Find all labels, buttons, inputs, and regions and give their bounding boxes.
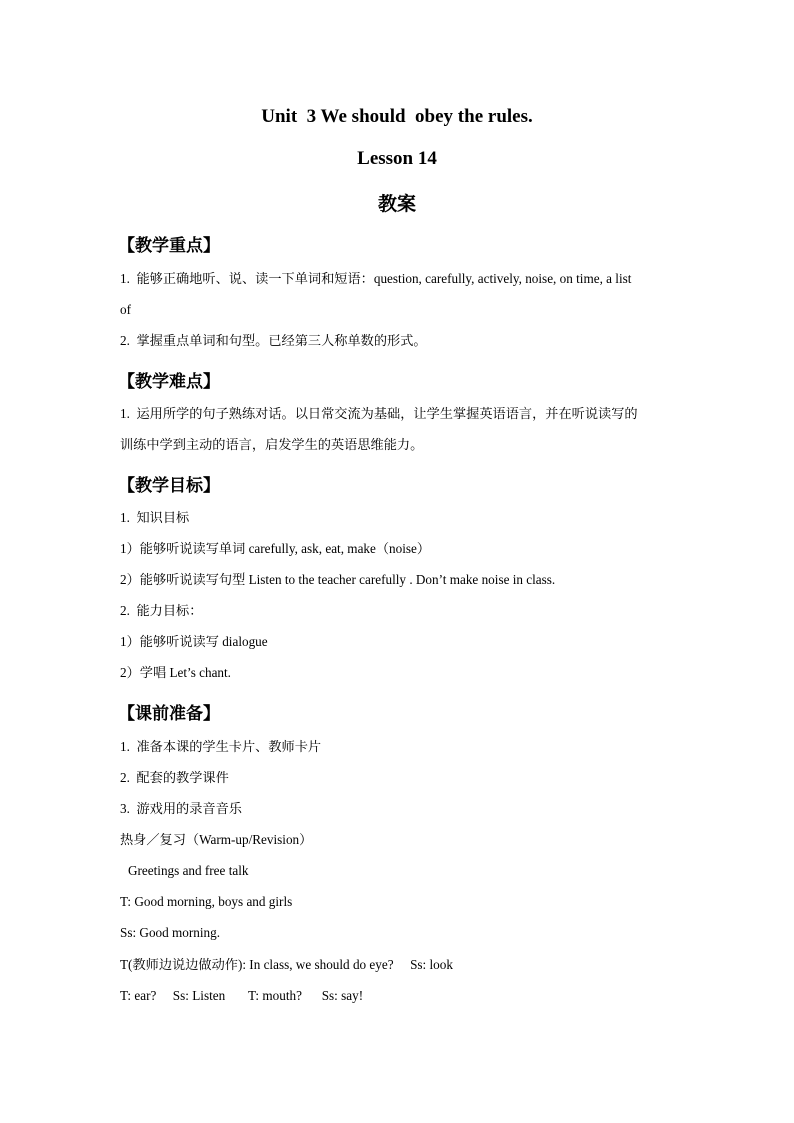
- preparation-line: 1. 准备本课的学生卡片、教师卡片: [120, 739, 322, 754]
- objectives-line: 1）能够听说读写单词 carefully, ask, eat, make（noise）: [120, 541, 431, 556]
- difficulties-line: 训练中学到主动的语言，启发学生的英语思维能力。: [120, 437, 424, 452]
- objectives-line: 2. 能力目标：: [120, 603, 203, 618]
- objectives-heading: 【教学目标】: [118, 476, 220, 496]
- dialogue-line: Ss: Good morning.: [120, 925, 221, 940]
- dialogue-line: T: Good morning, boys and girls: [120, 894, 293, 909]
- preparation-heading: 【课前准备】: [118, 704, 220, 724]
- difficulties-heading: 【教学难点】: [118, 372, 220, 392]
- dialogue-line: T: ear? Ss: Listen T: mouth? Ss: say!: [120, 988, 364, 1003]
- key-points-line: 1. 能够正确地听、说、读一下单词和短语：question, carefully, actively, noise, on time, a list: [120, 271, 632, 286]
- key-points-line: 2. 掌握重点单词和句型。已经第三人称单数的形式。: [120, 333, 427, 348]
- dialogue-line: T(教师边说边做动作): In class, we should do eye? Ss: look: [120, 957, 453, 972]
- lesson-title: Lesson 14: [357, 148, 437, 169]
- difficulties-line: 1. 运用所学的句子熟练对话。以日常交流为基础，让学生掌握英语语言，并在听说读写的: [120, 406, 638, 421]
- preparation-line: Greetings and free talk: [128, 863, 249, 878]
- document-type-title: 教案: [377, 194, 416, 215]
- key-points-heading: 【教学重点】: [118, 236, 220, 256]
- unit-title: Unit 3 We should obey the rules.: [261, 106, 533, 127]
- objectives-line: 2）能够听说读写句型 Listen to the teacher carefully . Don’t make noise in class.: [120, 572, 556, 587]
- preparation-line: 热身／复习（Warm-up/Revision）: [120, 832, 313, 847]
- objectives-line: 1. 知识目标: [120, 510, 190, 525]
- objectives-line: 2）学唱 Let’s chant.: [120, 665, 231, 680]
- objectives-line: 1）能够听说读写 dialogue: [120, 634, 268, 649]
- key-points-line: of: [120, 302, 131, 317]
- preparation-line: 2. 配套的教学课件: [120, 770, 229, 785]
- preparation-line: 3. 游戏用的录音音乐: [120, 801, 242, 816]
